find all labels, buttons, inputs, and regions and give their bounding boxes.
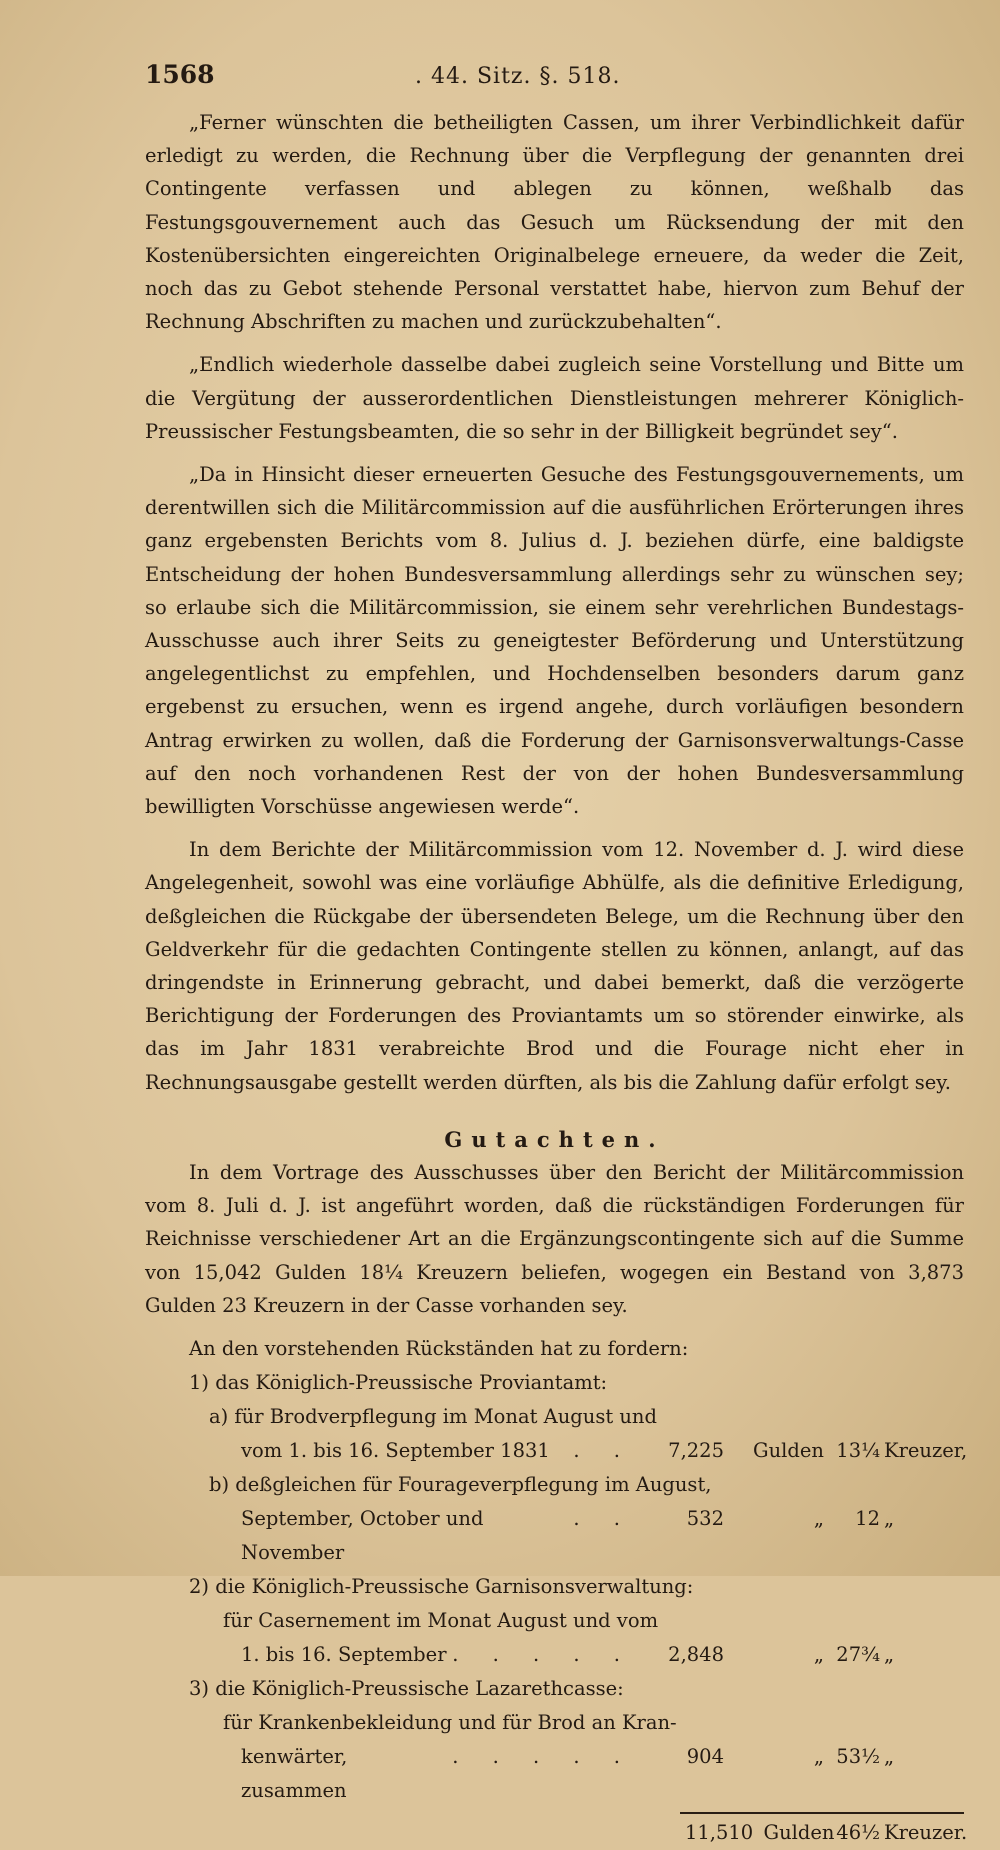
paragraph: In dem Berichte der Militärcommission vom 12. November d. J. wird diese Angelegenheit, sowohl was eine vorläufige Abhülfe, als die definitive Erledigung, deßgleichen die Rückgabe der übersendeten Belege, um die Rechnung über den Geldverkehr für die gedachten Contingente stellen zu können, anlangt, auf das dringendste in Erinnerung gebracht, und dabei bemerkt, daß die verzögerte Berichtigung der Forderungen des Proviantamts um so störender einwirke, als das im Jahr 1831 verabreichte Brod und die Fourage nicht eher in Rechnungsausgabe gestellt werden dürften, als bis die Zahlung dafür erfolgt sey.: [145, 838, 964, 1094]
paragraph: In dem Vortrage des Ausschusses über den Bericht der Militärcommission vom 8. Juli d. J. ist angeführt worden, daß die rückständigen Forderungen für Reichnisse verschiedener Art an die Ergänzungscontingente sich auf die Summe von 15,042 Gulden 18¼ Kreuzern beliefen, wogegen ein Bestand von 3,873 Gulden 23 Kreuzern in der Casse vorhanden sey.: [145, 1160, 964, 1317]
page-header: [145, 60, 964, 106]
table-row: vom 1. bis 16. September 1831 . . 7,225 Gulden 13¼ Kreuzer,: [241, 1438, 968, 1462]
claims-list: [145, 1332, 968, 1850]
table-row: 1. bis 16. September . . . . . 2,848 „ 27¾ „: [241, 1642, 895, 1666]
list-intro: An den vorstehenden Rückständen hat zu fordern:: [189, 1336, 689, 1360]
paragraph: „Endlich wiederhole dasselbe dabei zugleich seine Vorstellung und Bitte um die Vergütung der ausserordentlichen Dienstleistungen mehrerer Königlich-Preussischer Festungsbeamten, die so sehr in der Billigkeit begründet sey“.: [145, 353, 964, 443]
table-row: September, October und November . . 532 „ 12 „: [241, 1506, 895, 1564]
list-item: 2) die Königlich-Preussische Garnisonsverwaltung:: [189, 1574, 694, 1598]
list-item: 3) die Königlich-Preussische Lazarethcasse:: [189, 1676, 624, 1700]
running-title: . 44. Sitz. §. 518.: [415, 64, 621, 89]
list-item: a) für Brodverpflegung im Monat August und: [209, 1404, 657, 1428]
table-row: kenwärter, zusammen . . . . . 904 „ 53½ „: [241, 1744, 895, 1802]
list-item: b) deßgleichen für Fourageverpflegung im August,: [209, 1472, 712, 1496]
section-heading: Gutachten.: [444, 1126, 665, 1152]
paragraph: „Ferner wünschten die betheiligten Cassen, um ihrer Verbindlichkeit dafür erledigt zu werden, die Rechnung über die Verpflegung der genannten drei Contingente verfassen und ablegen zu können, weßhalb das Festungsgouvernement auch das Gesuch um Rücksendung der mit den Kostenübersichten eingereichten Originalbelege erneuere, da weder die Zeit, noch das zu Gebot stehende Personal verstattet habe, hiervon zum Behuf der Rechnung Abschriften zu machen und zurückzubehalten“.: [145, 111, 964, 334]
page-number: 1568: [145, 60, 215, 89]
total-row: 11,510 Gulden 46½ Kreuzer.: [680, 1812, 964, 1850]
paragraph: „Da in Hinsicht dieser erneuerten Gesuche des Festungsgouvernements, um derentwillen sich die Militärcommission auf die ausführlichen Erörterungen ihres ganz ergebensten Berichts vom 8. Julius d. J. beziehen dürfe, eine baldigste Entscheidung der hohen Bundesversammlung allerdings sehr zu wünschen sey; so erlaube sich die Militärcommission, sie einem sehr verehrlichen Bundestags-Ausschusse auch ihrer Seits zu geneigtester Beförderung und Unterstützung angelegentlichst zu empfehlen, und Hochdenselben besonders darum ganz ergebenst zu ersuchen, wenn es irgend angehe, durch vorläufigen besondern Antrag erwirken zu wollen, daß die Forderung der Garnisonsverwaltungs-Casse auf den noch vorhandenen Rest der von der hohen Bundesversammlung bewilligten Vorschüsse angewiesen werde“.: [145, 463, 964, 819]
list-item: für Casernement im Monat August und vom: [223, 1608, 659, 1632]
list-item: für Krankenbekleidung und für Brod an Kran-: [223, 1710, 677, 1734]
list-item: 1) das Königlich-Preussische Proviantamt:: [189, 1370, 608, 1394]
